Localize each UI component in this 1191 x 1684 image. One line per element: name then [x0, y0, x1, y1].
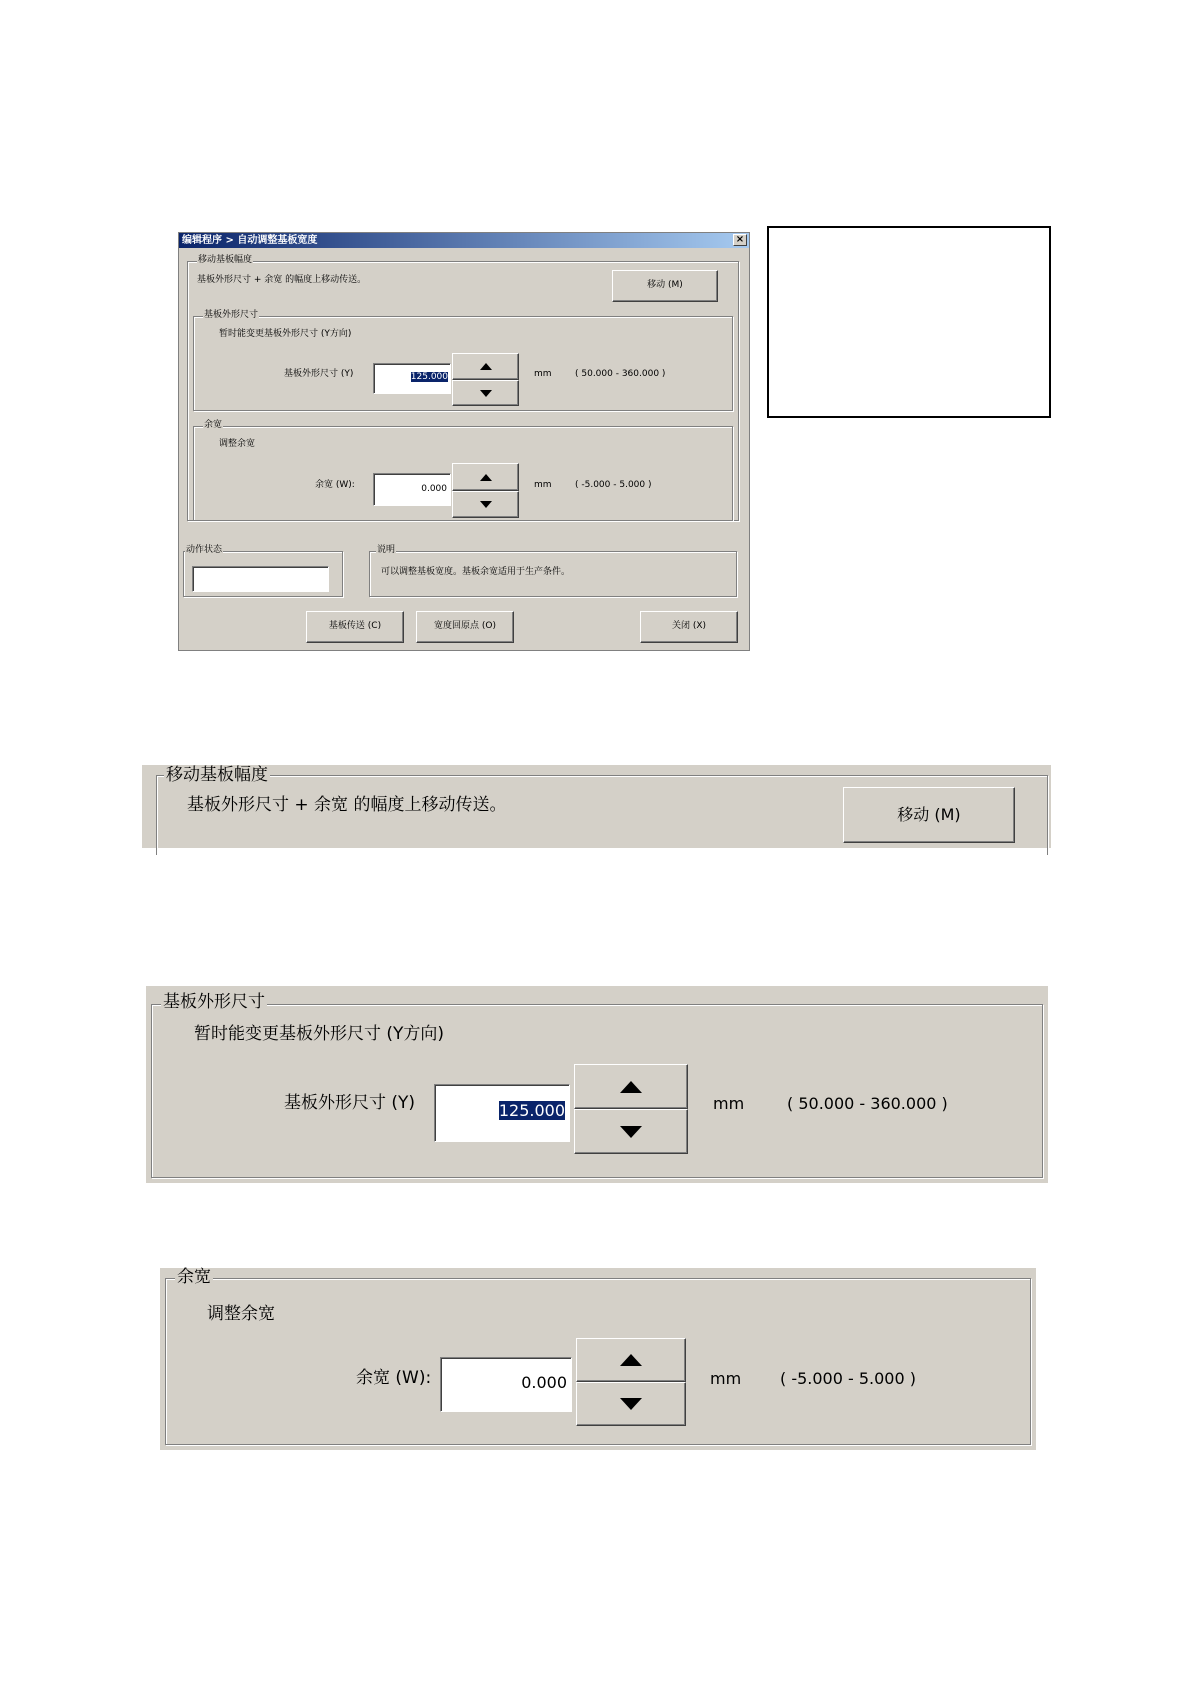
width-origin-button[interactable]: 宽度回原点 (O) [416, 611, 514, 643]
arrow-down-icon [620, 1126, 642, 1138]
margin-closeup [160, 1268, 1036, 1450]
move-width-closeup-description: 基板外形尺寸 + 余宽 的幅度上移动传送。 [187, 795, 507, 815]
margin-closeup-up-button[interactable] [576, 1338, 686, 1382]
status-legend: 动作状态 [186, 545, 223, 555]
margin-closeup-down-button[interactable] [576, 1382, 686, 1426]
move-closeup-button[interactable]: 移动 (M) [843, 787, 1015, 843]
margin-legend: 余宽 [204, 420, 223, 430]
margin-closeup-unit: mm [710, 1369, 742, 1388]
adjust-width-dialog [178, 232, 750, 651]
title-bar[interactable] [179, 233, 749, 248]
board-size-closeup-legend: 基板外形尺寸 [163, 992, 265, 1012]
status-field [192, 566, 329, 592]
margin-closeup-label: 余宽 (W): [356, 1368, 432, 1388]
margin-note: 调整余宽 [219, 439, 256, 449]
move-button[interactable]: 移动 (M) [612, 270, 718, 302]
move-width-closeup-legend: 移动基板幅度 [166, 765, 268, 785]
explanation-text: 可以调整基板宽度。基板余宽适用于生产条件。 [381, 567, 571, 577]
board-size-closeup-label: 基板外形尺寸 (Y) [284, 1093, 416, 1113]
arrow-down-icon [480, 501, 492, 508]
close-button[interactable]: 关闭 (X) [640, 611, 738, 643]
board-size-closeup-down-button[interactable] [574, 1109, 688, 1154]
board-size-range: ( 50.000 - 360.000 ) [575, 369, 666, 379]
board-size-closeup-input[interactable] [434, 1084, 570, 1142]
move-width-legend: 移动基板幅度 [198, 255, 253, 265]
margin-input[interactable]: 0.000 [373, 473, 451, 506]
board-size-up-button[interactable] [452, 353, 519, 380]
board-size-label: 基板外形尺寸 (Y) [284, 369, 354, 379]
board-size-closeup-note: 暂时能变更基板外形尺寸 (Y方向) [194, 1024, 445, 1044]
board-transfer-button[interactable]: 基板传送 (C) [306, 611, 404, 643]
board-size-closeup-value: 125.000 [498, 1101, 565, 1120]
dialog-title: 编辑程序 > 自动调整基板宽度 [182, 235, 318, 246]
arrow-down-icon [620, 1398, 642, 1410]
blank-note-box [767, 226, 1051, 418]
arrow-up-icon [480, 474, 492, 481]
margin-down-button[interactable] [452, 491, 519, 518]
board-size-closeup [146, 986, 1048, 1183]
board-size-input[interactable] [373, 363, 451, 394]
margin-label: 余宽 (W): [315, 480, 355, 490]
margin-range: ( -5.000 - 5.000 ) [575, 480, 652, 490]
arrow-up-icon [620, 1081, 642, 1093]
margin-up-button[interactable] [452, 463, 519, 491]
board-size-legend: 基板外形尺寸 [204, 310, 259, 320]
arrow-up-icon [480, 363, 492, 370]
board-size-value: 125.000 [410, 372, 448, 382]
margin-closeup-range: ( -5.000 - 5.000 ) [780, 1369, 916, 1388]
board-size-closeup-up-button[interactable] [574, 1064, 688, 1109]
arrow-down-icon [480, 390, 492, 397]
margin-closeup-legend: 余宽 [177, 1267, 211, 1287]
close-icon[interactable]: × [733, 234, 747, 246]
board-size-closeup-unit: mm [713, 1094, 745, 1113]
margin-closeup-input[interactable]: 0.000 [440, 1357, 572, 1412]
explanation-legend: 说明 [377, 545, 396, 555]
margin-closeup-note: 调整余宽 [207, 1304, 275, 1324]
board-size-closeup-range: ( 50.000 - 360.000 ) [787, 1094, 948, 1113]
move-description: 基板外形尺寸 + 余宽 的幅度上移动传送。 [197, 275, 367, 285]
board-size-down-button[interactable] [452, 380, 519, 406]
move-width-closeup [142, 765, 1051, 848]
arrow-up-icon [620, 1354, 642, 1366]
margin-unit: mm [534, 480, 552, 490]
board-size-unit: mm [534, 369, 552, 379]
board-size-note: 暂时能变更基板外形尺寸 (Y方向) [219, 329, 352, 339]
